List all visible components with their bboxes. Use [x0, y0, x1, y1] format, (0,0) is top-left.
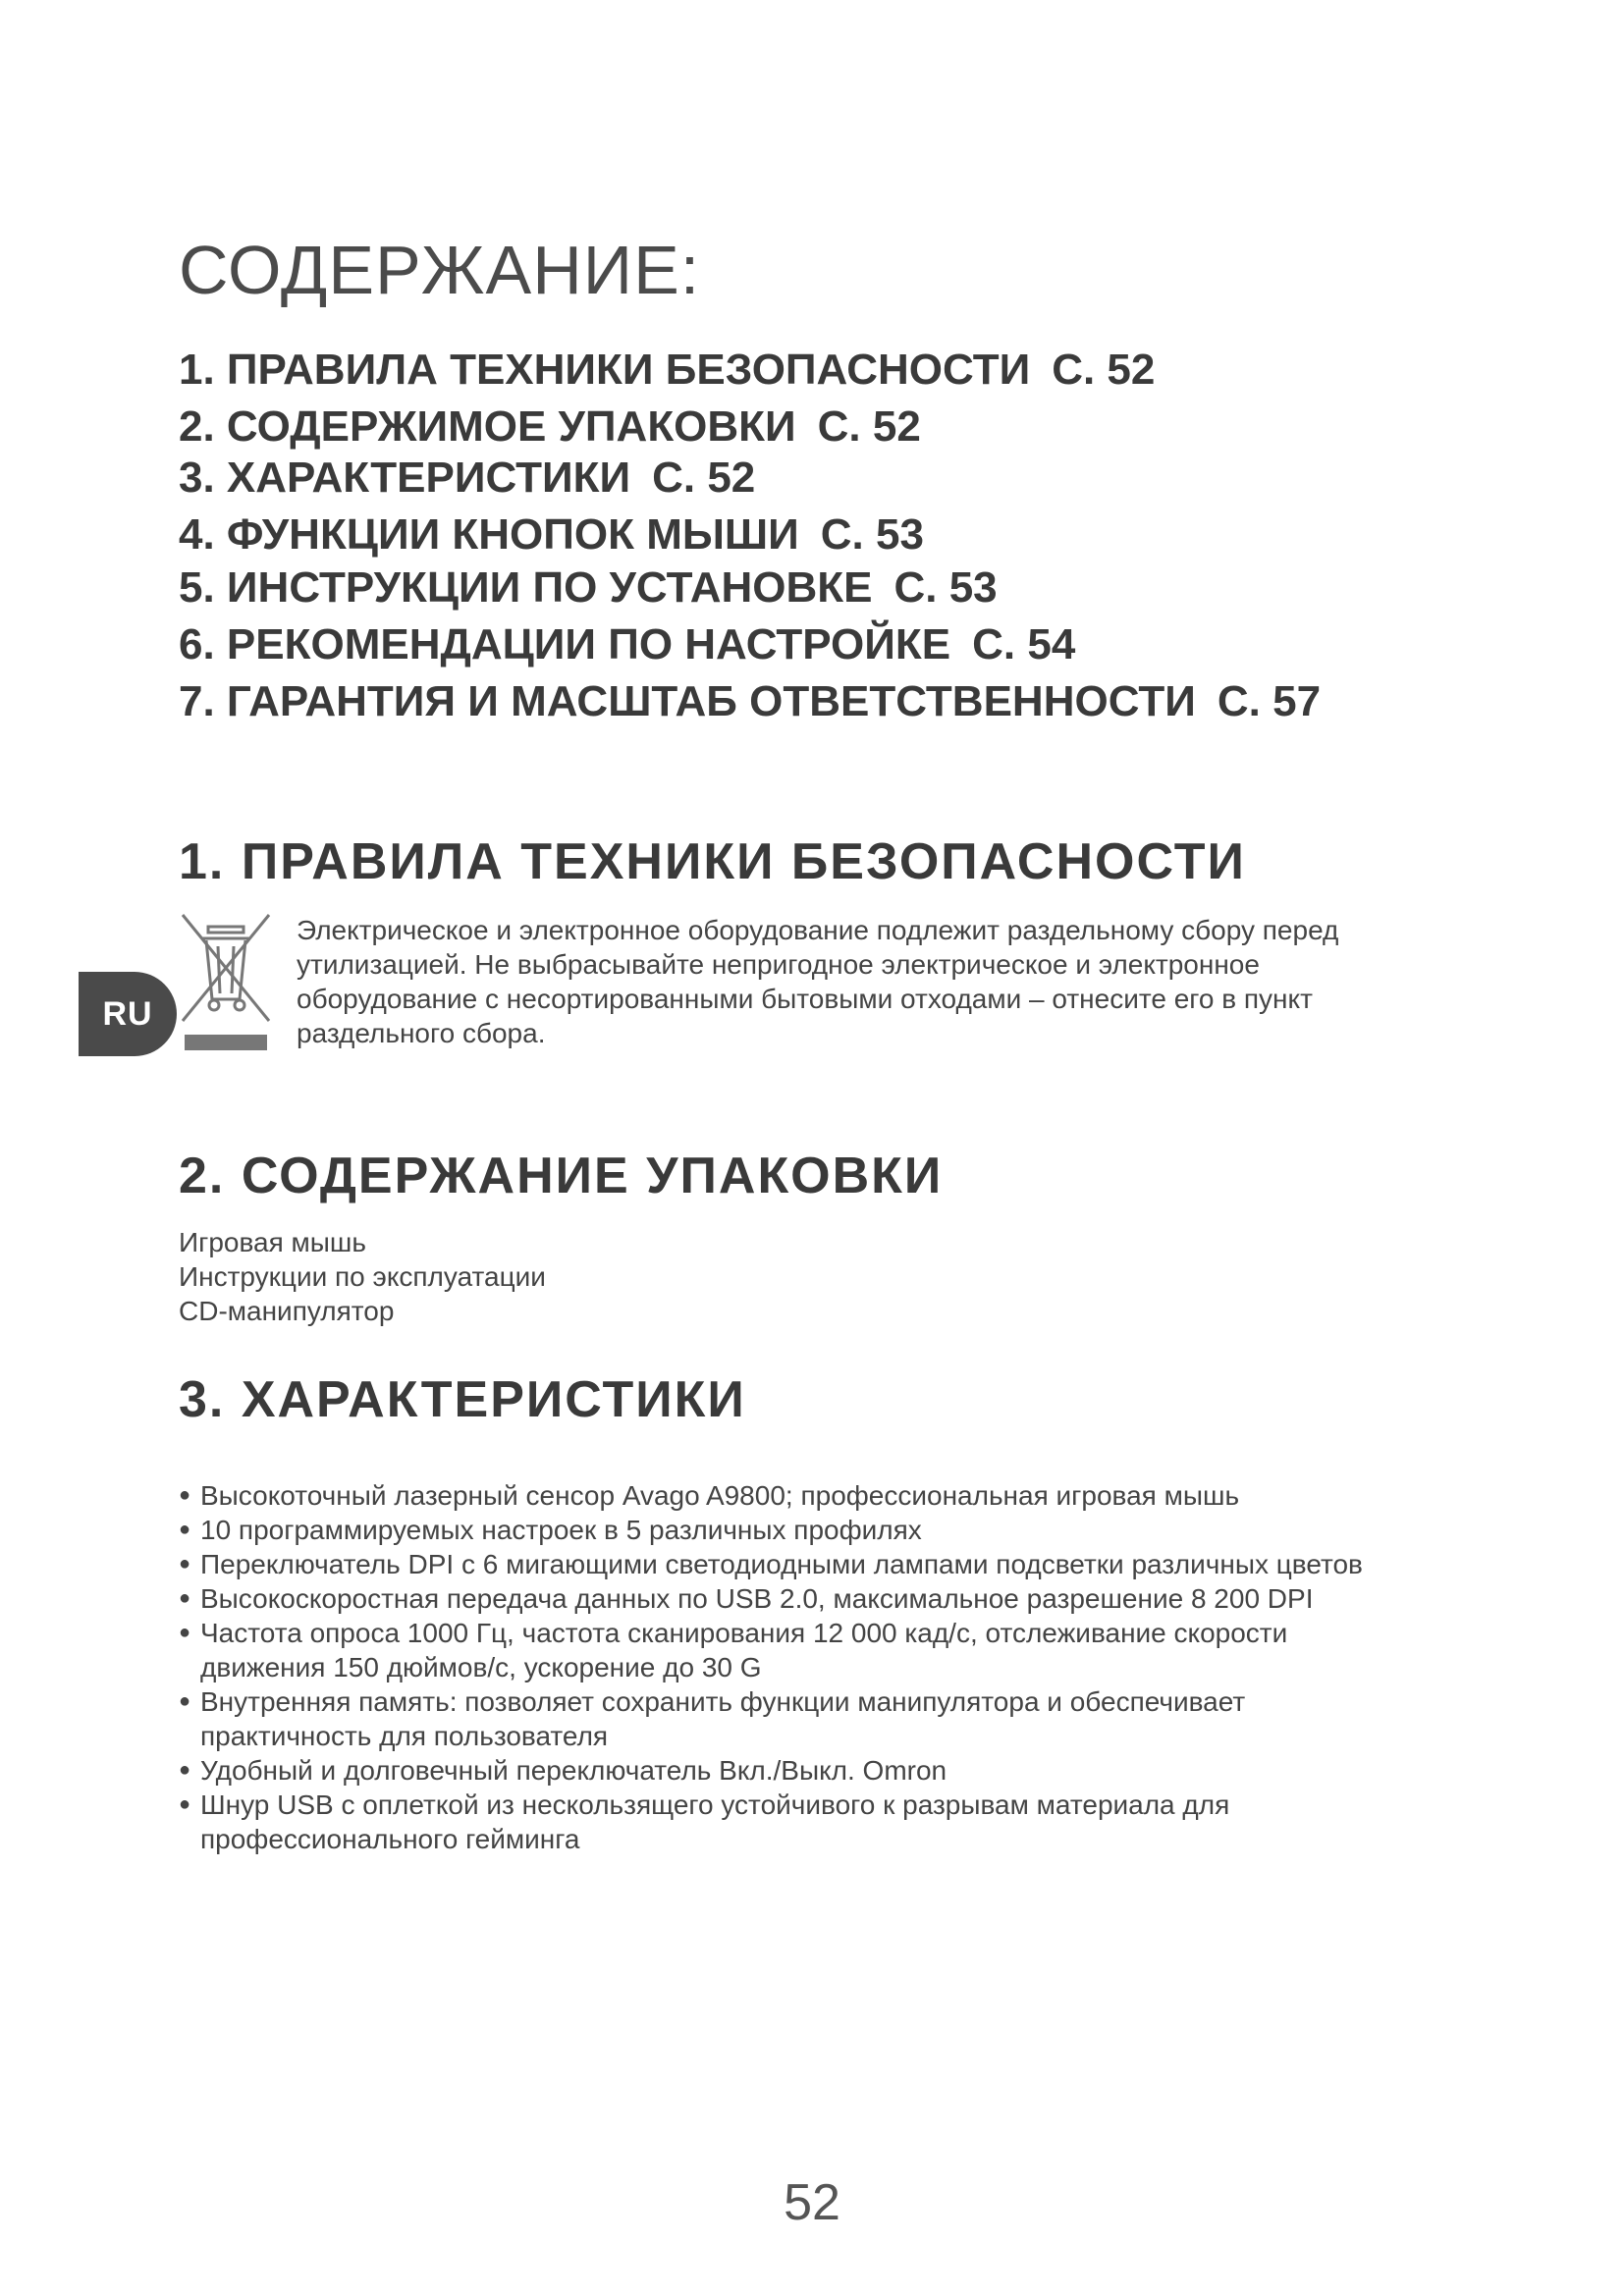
- specs-list: [179, 1478, 1485, 1856]
- list-item: [179, 1616, 1485, 1684]
- toc-page: С. 52: [817, 402, 921, 451]
- safety-line: утилизацией. Не выбрасывайте непригодное электрическое и электронное: [297, 949, 1260, 980]
- page-title: СОДЕРЖАНИЕ:: [179, 232, 701, 308]
- list-item: [179, 1684, 1485, 1753]
- safety-line: раздельного сбора.: [297, 1018, 546, 1048]
- bullet-text: ● Высокоскоростная передача данных по USB 2.0, максимальное разрешение 8 200 DPI: [200, 1583, 1314, 1614]
- bullet-text: ● Удобный и долговечный переключатель Вкл./Выкл. Omron: [200, 1755, 947, 1786]
- section-heading-contents: 2. СОДЕРЖАНИЕ УПАКОВКИ: [179, 1148, 944, 1204]
- bullet-text: практичность для пользователя: [200, 1721, 609, 1751]
- list-item: [179, 1581, 1485, 1616]
- toc-item: [179, 563, 998, 612]
- package-contents-list: [179, 1225, 546, 1328]
- list-item: [179, 1788, 1485, 1856]
- toc-label: 3. ХАРАКТЕРИСТИКИ: [179, 454, 631, 502]
- list-item: [179, 1513, 1485, 1547]
- section-heading-safety: 1. ПРАВИЛА ТЕХНИКИ БЕЗОПАСНОСТИ: [179, 833, 1246, 890]
- toc-item: [179, 456, 755, 500]
- toc-label: 6. РЕКОМЕНДАЦИИ ПО НАСТРОЙКЕ: [179, 620, 951, 668]
- bullet-text: ● 10 программируемых настроек в 5 различных профилях: [200, 1515, 922, 1545]
- list-item: CD-манипулятор: [179, 1296, 395, 1326]
- toc-label: 7. ГАРАНТИЯ И МАСШТАБ ОТВЕТСТВЕННОСТИ: [179, 677, 1196, 725]
- bullet-text: ● Шнур USB с оплеткой из нескользящего устойчивого к разрывам материала для: [200, 1789, 1230, 1820]
- list-item: [179, 1753, 1485, 1788]
- toc-page: С. 53: [820, 510, 924, 559]
- toc-page: С. 53: [893, 563, 998, 612]
- toc-page: С. 57: [1217, 677, 1322, 725]
- safety-line: оборудование с несортированными бытовыми отходами – отнесите его в пункт: [297, 984, 1313, 1014]
- safety-paragraph: [297, 913, 1534, 1050]
- toc-item: [179, 677, 1322, 725]
- toc-page: С. 52: [652, 454, 756, 502]
- toc-item: [179, 510, 924, 559]
- toc-item: [179, 620, 1076, 668]
- bullet-text: ● Высокоточный лазерный сенсор Avago A9800; профессиональная игровая мышь: [200, 1480, 1240, 1511]
- list-item: [179, 1547, 1485, 1581]
- toc-item: [179, 348, 1155, 392]
- list-item: Игровая мышь: [179, 1227, 366, 1257]
- bullet-text: ● Переключатель DPI с 6 мигающими светодиодными лампами подсветки различных цветов: [200, 1549, 1363, 1579]
- bullet-text: ● Частота опроса 1000 Гц, частота сканирования 12 000 кад/с, отслеживание скорости: [200, 1618, 1288, 1648]
- bullet-text: движения 150 дюймов/с, ускорение до 30 G: [200, 1652, 762, 1682]
- language-tab: RU: [79, 972, 177, 1056]
- toc-page: С. 52: [1052, 346, 1156, 394]
- toc-label: 5. ИНСТРУКЦИИ ПО УСТАНОВКЕ: [179, 563, 873, 612]
- toc-label: 1. ПРАВИЛА ТЕХНИКИ БЕЗОПАСНОСТИ: [179, 346, 1031, 394]
- toc-label: 2. СОДЕРЖИМОЕ УПАКОВКИ: [179, 402, 796, 451]
- toc-page: С. 54: [972, 620, 1076, 668]
- safety-line: Электрическое и электронное оборудование подлежит раздельному сбору перед: [297, 915, 1339, 945]
- weee-bin-icon: [179, 911, 273, 1054]
- bullet-text: ● Внутренняя память: позволяет сохранить функции манипулятора и обеспечивает: [200, 1686, 1246, 1717]
- section-heading-specs: 3. ХАРАКТЕРИСТИКИ: [179, 1371, 746, 1428]
- bullet-text: профессионального гейминга: [200, 1824, 580, 1854]
- list-item: Инструкции по эксплуатации: [179, 1261, 546, 1292]
- toc-item: [179, 402, 921, 451]
- list-item: [179, 1478, 1485, 1513]
- page-number: 52: [784, 2174, 840, 2231]
- toc-label: 4. ФУНКЦИИ КНОПОК МЫШИ: [179, 510, 799, 559]
